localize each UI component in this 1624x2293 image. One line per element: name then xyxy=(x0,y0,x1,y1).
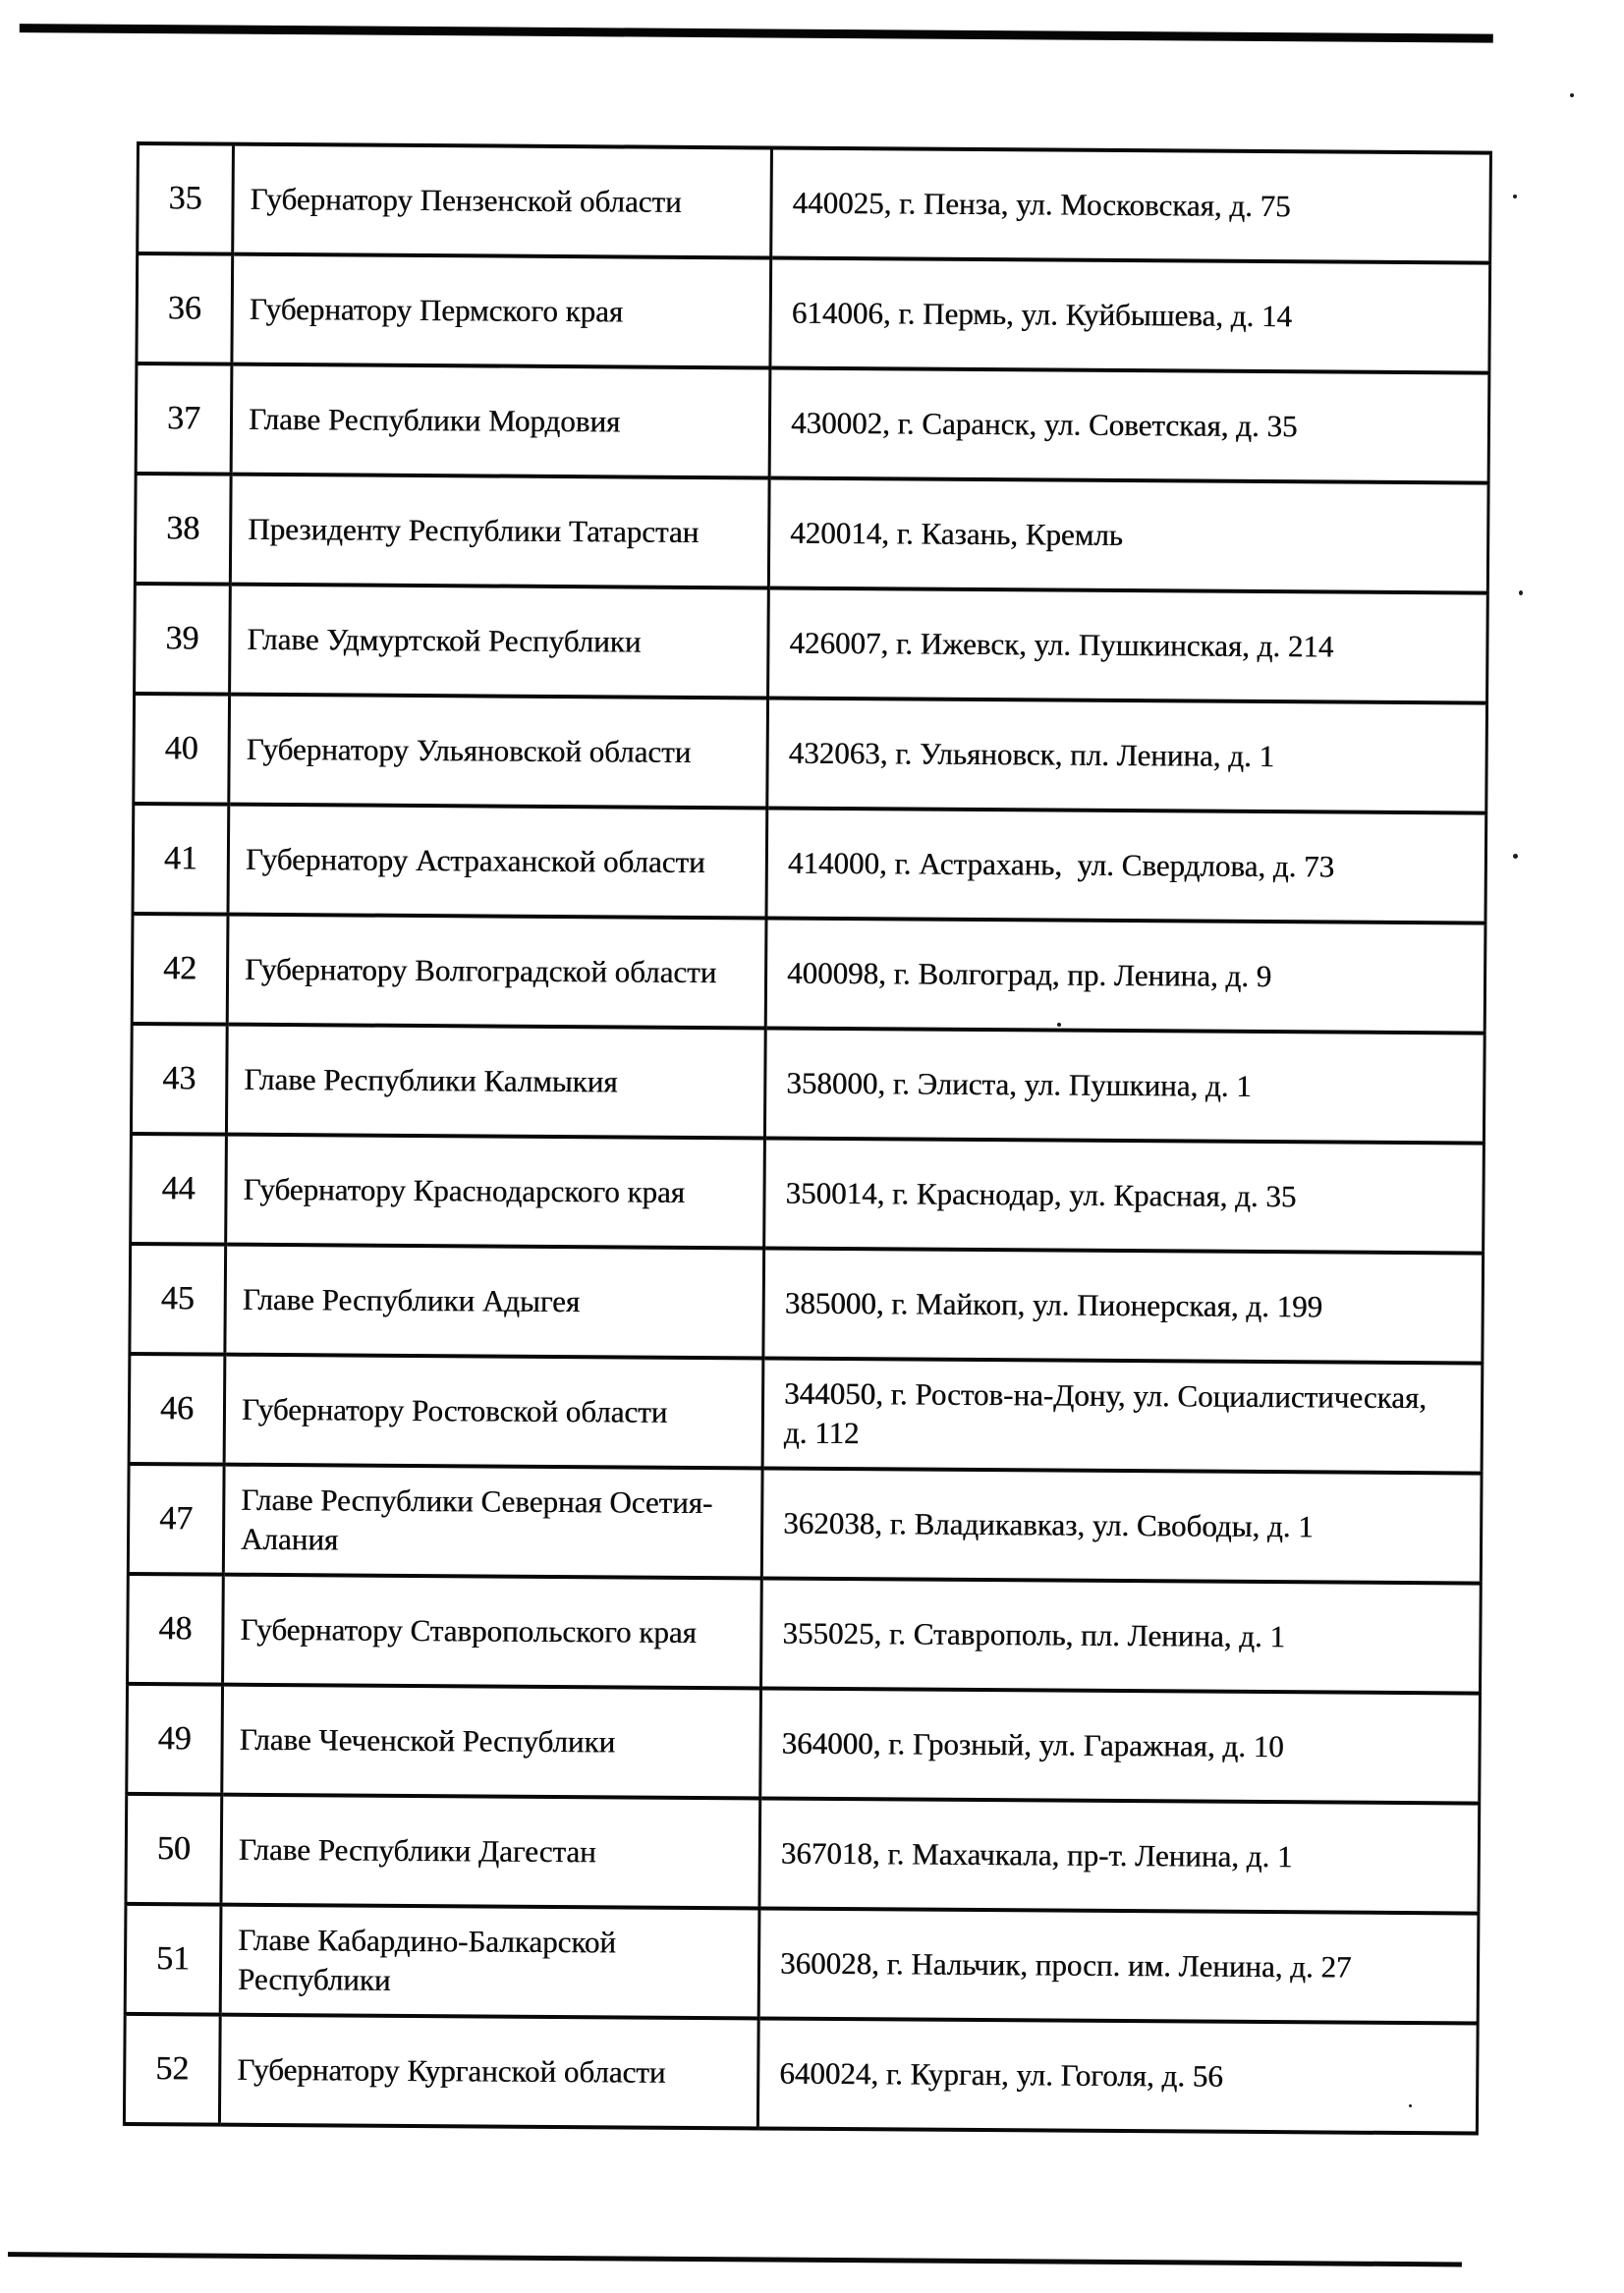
table-row xyxy=(128,1464,1482,1584)
recipient-cell: Главе Чеченской Республики xyxy=(222,1685,761,1799)
recipient-cell: Губернатору Курганской области xyxy=(219,2015,758,2129)
address-cell: 426007, г. Ижевск, ул. Пушкинская, д. 214 xyxy=(768,587,1488,702)
recipient-cell: Главе Республики Калмыкия xyxy=(226,1025,765,1139)
row-number: 37 xyxy=(136,364,232,475)
address-cell: 364000, г. Грозный, ул. Гаражная, д. 10 xyxy=(760,1688,1481,1803)
recipient-cell: Главе Кабардино-Балкарской Республики xyxy=(220,1905,759,2019)
address-cell: 385000, г. Майкоп, ул. Пионерская, д. 199 xyxy=(763,1248,1484,1363)
address-cell: 614006, г. Пермь, ул. Куйбышева, д. 14 xyxy=(770,257,1490,372)
address-cell: 358000, г. Элиста, ул. Пушкина, д. 1 xyxy=(764,1028,1484,1143)
row-number: 36 xyxy=(137,253,233,364)
table-row xyxy=(129,1354,1483,1474)
row-number: 43 xyxy=(131,1024,227,1135)
row-number: 42 xyxy=(132,914,228,1025)
table-row xyxy=(133,804,1486,923)
address-cell: 440025, г. Пенза, ул. Московская, д. 75 xyxy=(771,147,1491,262)
recipient-cell: Главе Республики Северная Осетия- Алания xyxy=(223,1465,762,1579)
address-cell: 414000, г. Астрахань, ул. Свердлова, д. 73 xyxy=(766,808,1486,923)
table-row xyxy=(131,1024,1484,1144)
table-row xyxy=(125,1904,1479,2024)
table-row xyxy=(128,1574,1482,1694)
row-number: 49 xyxy=(127,1684,223,1795)
address-cell: 360028, г. Нальчик, просп. им. Ленина, д. 27 xyxy=(758,1908,1479,2023)
row-number: 40 xyxy=(134,694,230,805)
row-number: 45 xyxy=(130,1244,226,1355)
address-cell: 430002, г. Саранск, ул. Советская, д. 35 xyxy=(769,367,1489,482)
row-number: 39 xyxy=(135,584,231,695)
table-row xyxy=(135,474,1488,593)
table-row xyxy=(137,253,1490,373)
address-cell: 344050, г. Ростов-на-Дону, ул. Социалистическая, д. 112 xyxy=(762,1358,1483,1473)
recipient-cell: Губернатору Пермского края xyxy=(232,254,771,368)
address-cell: 400098, г. Волгоград, пр. Ленина, д. 9 xyxy=(765,918,1485,1033)
table-row xyxy=(134,694,1487,813)
scan-speck xyxy=(1519,590,1523,595)
recipient-cell: Губернатору Краснодарского края xyxy=(226,1135,765,1249)
recipient-cell: Губернатору Ставропольского края xyxy=(223,1575,762,1689)
row-number: 38 xyxy=(135,474,231,585)
recipient-cell: Главе Республики Адыгея xyxy=(225,1245,764,1359)
address-table xyxy=(123,141,1492,2136)
table-row xyxy=(132,914,1485,1034)
row-number: 50 xyxy=(126,1794,222,1905)
row-number: 35 xyxy=(138,143,234,254)
scan-speck xyxy=(1513,854,1518,859)
scan-speck xyxy=(1513,195,1517,198)
table-row xyxy=(130,1244,1484,1364)
page-top-rule xyxy=(20,24,1493,42)
scan-speck xyxy=(1570,93,1574,97)
row-number: 52 xyxy=(124,2014,220,2125)
address-cell: 355025, г. Ставрополь, пл. Ленина, д. 1 xyxy=(761,1578,1482,1693)
address-cell: 432063, г. Ульяновск, пл. Ленина, д. 1 xyxy=(767,698,1487,812)
scan-speck xyxy=(1409,2104,1412,2107)
scan-speck xyxy=(1057,1023,1061,1027)
recipient-cell: Губернатору Ульяновской области xyxy=(229,695,768,809)
address-cell: 362038, г. Владикавказ, ул. Свободы, д. 1 xyxy=(761,1468,1482,1583)
table-row xyxy=(126,1794,1480,1914)
row-number: 44 xyxy=(131,1134,227,1245)
recipient-cell: Главе Республики Мордовия xyxy=(231,364,770,478)
recipient-cell: Губернатору Астраханской области xyxy=(228,805,767,919)
row-number: 41 xyxy=(133,804,229,915)
table-row xyxy=(136,364,1489,483)
page-bottom-rule xyxy=(8,2252,1462,2266)
address-cell: 350014, г. Краснодар, ул. Красная, д. 35 xyxy=(764,1138,1484,1253)
recipient-cell: Президенту Республики Татарстан xyxy=(230,475,769,588)
recipient-cell: Губернатору Пензенской области xyxy=(233,144,772,258)
address-cell: 640024, г. Курган, ул. Гоголя, д. 56 xyxy=(757,2018,1478,2133)
table-row xyxy=(131,1134,1484,1254)
table-row xyxy=(135,584,1488,703)
address-cell: 420014, г. Казань, Кремль xyxy=(768,477,1488,592)
row-number: 47 xyxy=(128,1464,224,1575)
row-number: 46 xyxy=(129,1354,225,1465)
address-table-body xyxy=(124,143,1490,2134)
table-row xyxy=(124,2014,1478,2134)
row-number: 48 xyxy=(128,1574,224,1685)
recipient-cell: Губернатору Ростовской области xyxy=(224,1355,763,1469)
row-number: 51 xyxy=(125,1904,221,2015)
recipient-cell: Главе Удмуртской Республики xyxy=(230,585,769,699)
table-row xyxy=(138,143,1491,263)
recipient-cell: Губернатору Волгоградской области xyxy=(227,915,766,1029)
address-cell: 367018, г. Махачкала, пр-т. Ленина, д. 1 xyxy=(759,1798,1480,1913)
table-row xyxy=(127,1684,1481,1804)
recipient-cell: Главе Республики Дагестан xyxy=(221,1795,760,1909)
